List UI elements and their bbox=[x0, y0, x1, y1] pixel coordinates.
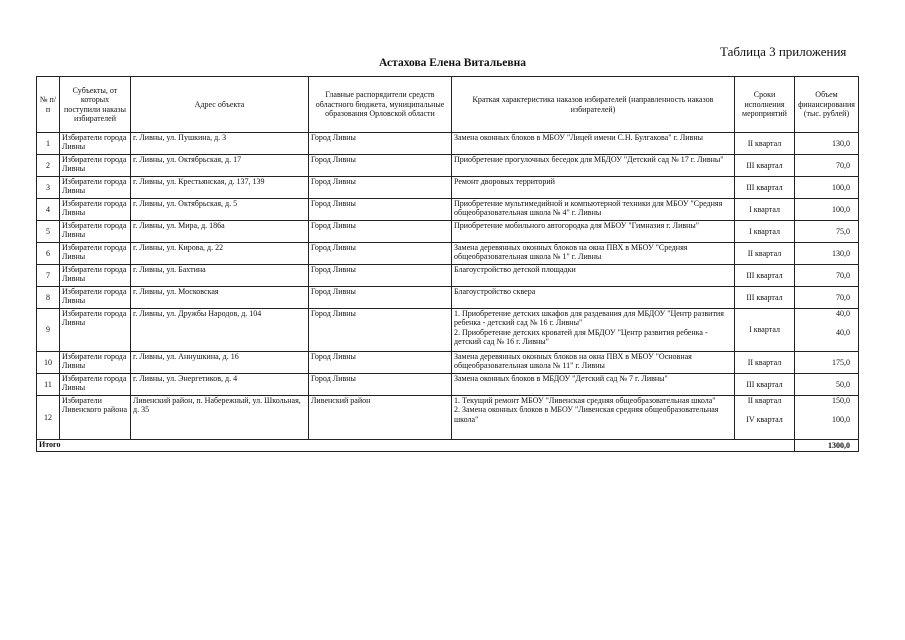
row-number: 3 bbox=[37, 177, 60, 199]
row-number: 1 bbox=[37, 133, 60, 155]
table-row bbox=[37, 133, 859, 155]
row-term bbox=[735, 199, 795, 221]
row-term bbox=[735, 243, 795, 265]
row-address: г. Ливны, ул. Мира, д. 186а bbox=[131, 221, 309, 243]
row-volume-line: 130,0 bbox=[832, 248, 850, 258]
table-row bbox=[37, 199, 859, 221]
row-subject: Избиратели города Ливны bbox=[60, 177, 131, 199]
row-volume-line: 130,0 bbox=[832, 138, 850, 148]
row-number: 10 bbox=[37, 352, 60, 374]
row-description-line: 2. Замена оконных блоков в МБОУ "Ливенская средняя общеобразовательная школа" bbox=[454, 405, 719, 424]
row-manager: Город Ливны bbox=[309, 221, 452, 243]
row-volume-line: 70,0 bbox=[836, 292, 850, 302]
row-description bbox=[452, 133, 735, 155]
row-description bbox=[452, 265, 735, 287]
orders-table bbox=[36, 76, 859, 452]
row-term-line: III квартал bbox=[746, 292, 783, 302]
row-term-line: IV квартал bbox=[746, 415, 783, 425]
row-address: Ливенский район, п. Набережный, ул. Школьная, д. 35 bbox=[131, 396, 309, 440]
col-header-address: Адрес объекта bbox=[131, 77, 309, 133]
row-manager: Город Ливны bbox=[309, 199, 452, 221]
table-header-row bbox=[37, 77, 859, 133]
row-description bbox=[452, 374, 735, 396]
row-volume bbox=[795, 177, 859, 199]
row-subject: Избиратели города Ливны bbox=[60, 133, 131, 155]
row-description bbox=[452, 287, 735, 309]
row-description-line: 2. Приобретение детских кроватей для МБДОУ "Центр развития ребенка - детский сад № 16 г. Ливны" bbox=[454, 327, 708, 347]
row-term-line: III квартал bbox=[746, 182, 783, 192]
row-volume-line: 70,0 bbox=[836, 270, 850, 280]
row-description-line: Ремонт дворовых территорий bbox=[454, 177, 555, 186]
annex-label: Таблица 3 приложения bbox=[720, 44, 847, 59]
row-term bbox=[735, 287, 795, 309]
row-term bbox=[735, 177, 795, 199]
row-volume-line: 100,0 bbox=[832, 204, 850, 214]
row-address: г. Ливны, ул. Октябрьская, д. 5 bbox=[131, 199, 309, 221]
row-term-line: II квартал bbox=[747, 138, 782, 148]
row-subject: Избиратели города Ливны bbox=[60, 287, 131, 309]
row-volume-line: 50,0 bbox=[836, 379, 850, 389]
row-volume-line: 100,0 bbox=[832, 415, 850, 425]
total-value: 1300,0 bbox=[795, 440, 859, 452]
row-term bbox=[735, 374, 795, 396]
row-manager: Город Ливны bbox=[309, 155, 452, 177]
row-volume bbox=[795, 155, 859, 177]
row-description bbox=[452, 396, 735, 440]
row-manager: Город Ливны bbox=[309, 243, 452, 265]
row-volume-line: 175,0 bbox=[832, 357, 850, 367]
table-row bbox=[37, 265, 859, 287]
row-term bbox=[735, 309, 795, 352]
row-description bbox=[452, 221, 735, 243]
total-row bbox=[37, 440, 859, 452]
row-manager: Город Ливны bbox=[309, 309, 452, 352]
row-description-line: 1. Приобретение детских шкафов для раздевания для МБДОУ "Центр развития ребенка - детский сад № 16 г. Ливны" bbox=[454, 309, 724, 328]
row-volume bbox=[795, 287, 859, 309]
col-header-number: № п/п bbox=[37, 77, 60, 133]
row-term-line: I квартал bbox=[749, 226, 780, 236]
row-manager: Город Ливны bbox=[309, 287, 452, 309]
row-number: 9 bbox=[37, 309, 60, 352]
row-subject: Избиратели города Ливны bbox=[60, 199, 131, 221]
row-number: 5 bbox=[37, 221, 60, 243]
table-row bbox=[37, 221, 859, 243]
row-number: 6 bbox=[37, 243, 60, 265]
row-volume-line: 40,0 bbox=[836, 309, 850, 318]
row-description bbox=[452, 243, 735, 265]
row-term bbox=[735, 221, 795, 243]
col-header-description: Краткая характеристика наказов избирателей (направленность наказов избирателей) bbox=[452, 77, 735, 133]
row-number: 2 bbox=[37, 155, 60, 177]
row-term bbox=[735, 352, 795, 374]
row-address: г. Ливны, ул. Дружбы Народов, д. 104 bbox=[131, 309, 309, 352]
row-subject: Избиратели Ливенского района bbox=[60, 396, 131, 440]
row-number: 12 bbox=[37, 396, 60, 440]
row-description-line: Замена деревянных оконных блоков на окна ПВХ в МБОУ "Основная общеобразовательная школа № 11" г. Ливны bbox=[454, 352, 692, 371]
row-volume bbox=[795, 265, 859, 287]
row-description bbox=[452, 155, 735, 177]
row-address: г. Ливны, ул. Бахтина bbox=[131, 265, 309, 287]
row-number: 8 bbox=[37, 287, 60, 309]
row-manager: Город Ливны bbox=[309, 133, 452, 155]
row-description bbox=[452, 309, 735, 352]
table-row bbox=[37, 396, 859, 440]
row-description-line: Замена оконных блоков в МБОУ "Лицей имени С.Н. Булгакова" г. Ливны bbox=[454, 133, 703, 142]
col-header-manager: Главные распорядители средств областного бюджета, муниципальные образования Орловской области bbox=[309, 77, 452, 133]
row-subject: Избиратели города Ливны bbox=[60, 243, 131, 265]
row-address: г. Ливны, ул. Аннушкина, д. 16 bbox=[131, 352, 309, 374]
row-description-line: Приобретение прогулочных беседок для МБДОУ "Детский сад № 17 г. Ливны" bbox=[454, 155, 724, 164]
row-term bbox=[735, 396, 795, 440]
row-term-line: II квартал bbox=[747, 248, 782, 258]
row-subject: Избиратели города Ливны bbox=[60, 309, 131, 352]
row-term bbox=[735, 133, 795, 155]
row-volume-line: 100,0 bbox=[832, 182, 850, 192]
row-description-line: Приобретение мультимедийной и компьютерной техники для МБОУ "Средняя общеобразовательная школа № 4" г. Ливны bbox=[454, 199, 723, 218]
row-term-line: I квартал bbox=[749, 204, 780, 214]
row-volume bbox=[795, 221, 859, 243]
row-volume bbox=[795, 396, 859, 440]
row-description-line: Замена оконных блоков в МБДОУ "Детский сад № 7 г. Ливны" bbox=[454, 374, 668, 383]
row-number: 7 bbox=[37, 265, 60, 287]
row-term-line: III квартал bbox=[746, 379, 783, 389]
table-row bbox=[37, 177, 859, 199]
row-manager: Город Ливны bbox=[309, 265, 452, 287]
row-term-line: III квартал bbox=[746, 160, 783, 170]
table-row bbox=[37, 243, 859, 265]
row-volume bbox=[795, 352, 859, 374]
row-description bbox=[452, 199, 735, 221]
row-description-line: Приобретение мобильного автогородка для МБОУ "Гимназия г. Ливны" bbox=[454, 221, 700, 230]
row-address: г. Ливны, ул. Кирова, д. 22 bbox=[131, 243, 309, 265]
row-term-line: III квартал bbox=[746, 270, 783, 280]
row-volume bbox=[795, 309, 859, 352]
row-volume-line: 150,0 bbox=[832, 396, 850, 405]
table-row bbox=[37, 352, 859, 374]
row-volume bbox=[795, 199, 859, 221]
row-manager: Город Ливны bbox=[309, 177, 452, 199]
row-description bbox=[452, 352, 735, 374]
col-header-subject: Субъекты, от которых поступили наказы избирателей bbox=[60, 77, 131, 133]
row-number: 4 bbox=[37, 199, 60, 221]
row-manager: Город Ливны bbox=[309, 352, 452, 374]
row-volume bbox=[795, 133, 859, 155]
row-term bbox=[735, 155, 795, 177]
row-term-line: II квартал bbox=[747, 396, 782, 405]
row-description-line: Замена деревянных оконных блоков на окна ПВХ в МБОУ "Средняя общеобразовательная школа № 1" г. Ливны bbox=[454, 243, 688, 262]
table-row bbox=[37, 155, 859, 177]
row-description-line: Благоустройство детской площадки bbox=[454, 265, 576, 274]
row-volume-line: 75,0 bbox=[836, 226, 850, 236]
table-row bbox=[37, 374, 859, 396]
row-manager: Ливенский район bbox=[309, 396, 452, 440]
row-description-line: 1. Текущий ремонт МБОУ "Ливенская средняя общеобразовательная школа" bbox=[454, 396, 716, 405]
row-description-line: Благоустройство сквера bbox=[454, 287, 536, 296]
row-term-line: I квартал bbox=[749, 325, 780, 335]
row-number: 11 bbox=[37, 374, 60, 396]
row-subject: Избиратели города Ливны bbox=[60, 155, 131, 177]
table-row bbox=[37, 309, 859, 352]
deputy-name-heading: Астахова Елена Витальевна bbox=[379, 57, 526, 69]
row-address: г. Ливны, ул. Московская bbox=[131, 287, 309, 309]
row-subject: Избиратели города Ливны bbox=[60, 265, 131, 287]
row-address: г. Ливны, ул. Пушкина, д. 3 bbox=[131, 133, 309, 155]
row-volume-line: 70,0 bbox=[836, 160, 850, 170]
row-term-line: II квартал bbox=[747, 357, 782, 367]
row-description bbox=[452, 177, 735, 199]
row-subject: Избиратели города Ливны bbox=[60, 221, 131, 243]
col-header-term: Сроки исполнения мероприятий bbox=[735, 77, 795, 133]
row-address: г. Ливны, ул. Энергетиков, д. 4 bbox=[131, 374, 309, 396]
row-volume bbox=[795, 243, 859, 265]
row-manager: Город Ливны bbox=[309, 374, 452, 396]
total-label: Итого bbox=[37, 440, 795, 452]
row-term bbox=[735, 265, 795, 287]
row-address: г. Ливны, ул. Октябрьская, д. 17 bbox=[131, 155, 309, 177]
row-subject: Избиратели города Ливны bbox=[60, 352, 131, 374]
col-header-volume: Объем финансирования (тыс. рублей) bbox=[795, 77, 859, 133]
row-volume bbox=[795, 374, 859, 396]
row-subject: Избиратели города Ливны bbox=[60, 374, 131, 396]
table-row bbox=[37, 287, 859, 309]
row-volume-line: 40,0 bbox=[836, 328, 850, 338]
row-address: г. Ливны, ул. Крестьянская, д. 137, 139 bbox=[131, 177, 309, 199]
